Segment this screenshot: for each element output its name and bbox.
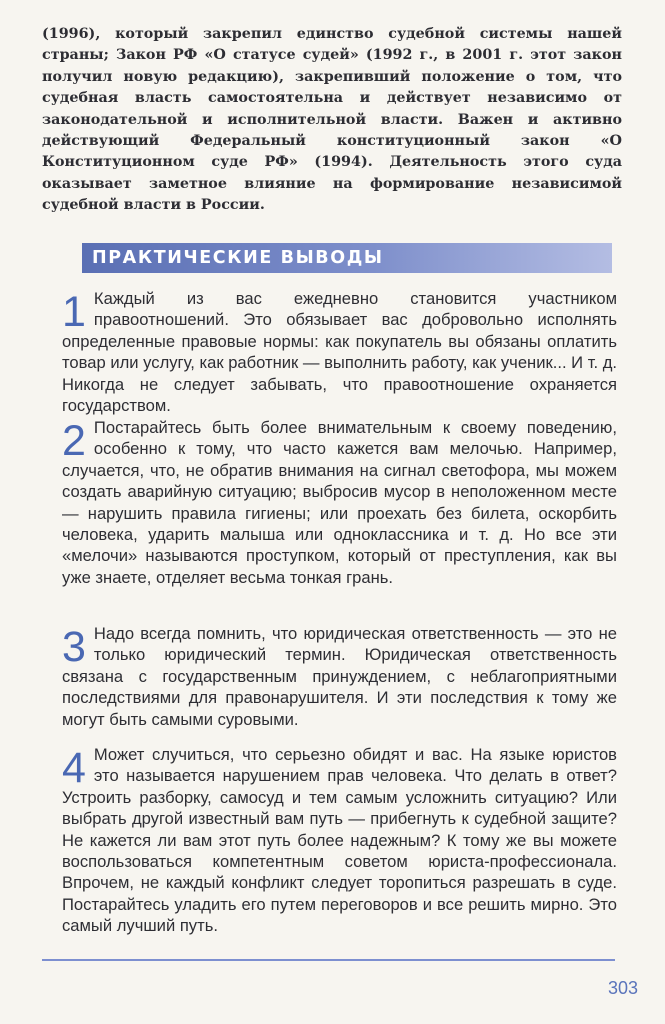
conclusion-item-3: [62, 623, 617, 730]
item-text: Может случиться, что серьезно обидят и вас. На языке юристов это называется нарушением прав человека. Что делать в ответ? Устроить разборку, самосуд и тем самым усложнить ситуацию? Или выбрать другой известный вам путь — прибегнуть к судебной защите? Не кажется ли вам этот путь более надежным? К тому же вы можете воспользоваться компетентным советом юриста-профессионала. Впрочем, не каждый конфликт следует торопиться разрешать в суде. Постарайтесь уладить его путем переговоров и все решить мирно. Это самый лучший путь.: [62, 745, 617, 936]
intro-paragraph: (1996), который закрепил единство судебной системы нашей страны; Закон РФ «О статусе судей» (1992 г., в 2001 г. этот закон получил новую редакцию), закрепивший положение о том, что судебная власть самостоятельна и действует независимо от законодательной и исполнительной власти. Важен и активно действующий Федеральный конституционный закон «О Конституционном суде РФ» (1994). Деятельность этого суда оказывает заметное влияние на формирование независимой судебной власти в России.: [42, 26, 622, 214]
conclusion-item-2: [62, 417, 617, 588]
item-text: Надо всегда помнить, что юридическая ответственность — это не только юридический термин. Юридическая ответственность связана с государственным принуждением, с неблагоприятными последствиями для правонарушителя. И эти последствия к тому же могут быть самыми суровыми.: [62, 624, 617, 729]
item-number: 4: [62, 744, 86, 792]
item-number: 1: [62, 288, 86, 336]
item-number: 3: [62, 623, 86, 671]
conclusion-item-4: [62, 744, 617, 937]
conclusion-item-1: [62, 288, 617, 416]
section-banner: [82, 243, 612, 273]
section-title: ПРАКТИЧЕСКИЕ ВЫВОДЫ: [92, 248, 384, 268]
item-text: Постарайтесь быть более внимательным к своему поведению, особенно к тому, что часто кажется вам мелочью. Например, случается, что, не обратив внимания на сигнал светофора, мы можем создать аварийную ситуацию; выбросив мусор в неположенном месте — нарушить правила гигиены; или проехать без билета, оскорбить человека, ударить малыша или одноклассника и т. д. Но все эти «мелочи» называются проступком, который от преступления, как вы уже знаете, отделяет весьма тонкая грань.: [62, 418, 617, 587]
item-number: 2: [62, 417, 86, 465]
item-text: Каждый из вас ежедневно становится участником правоотношений. Это обязывает вас добровольно исполнять определенные правовые нормы: как покупатель вы обязаны оплатить товар или услугу, как работник — выполнить работу, как ученик... И т. д. Никогда не следует забывать, что правоотношение охраняется государством.: [62, 289, 617, 416]
footer-rule: [42, 959, 615, 961]
page-number: 303: [608, 978, 639, 998]
